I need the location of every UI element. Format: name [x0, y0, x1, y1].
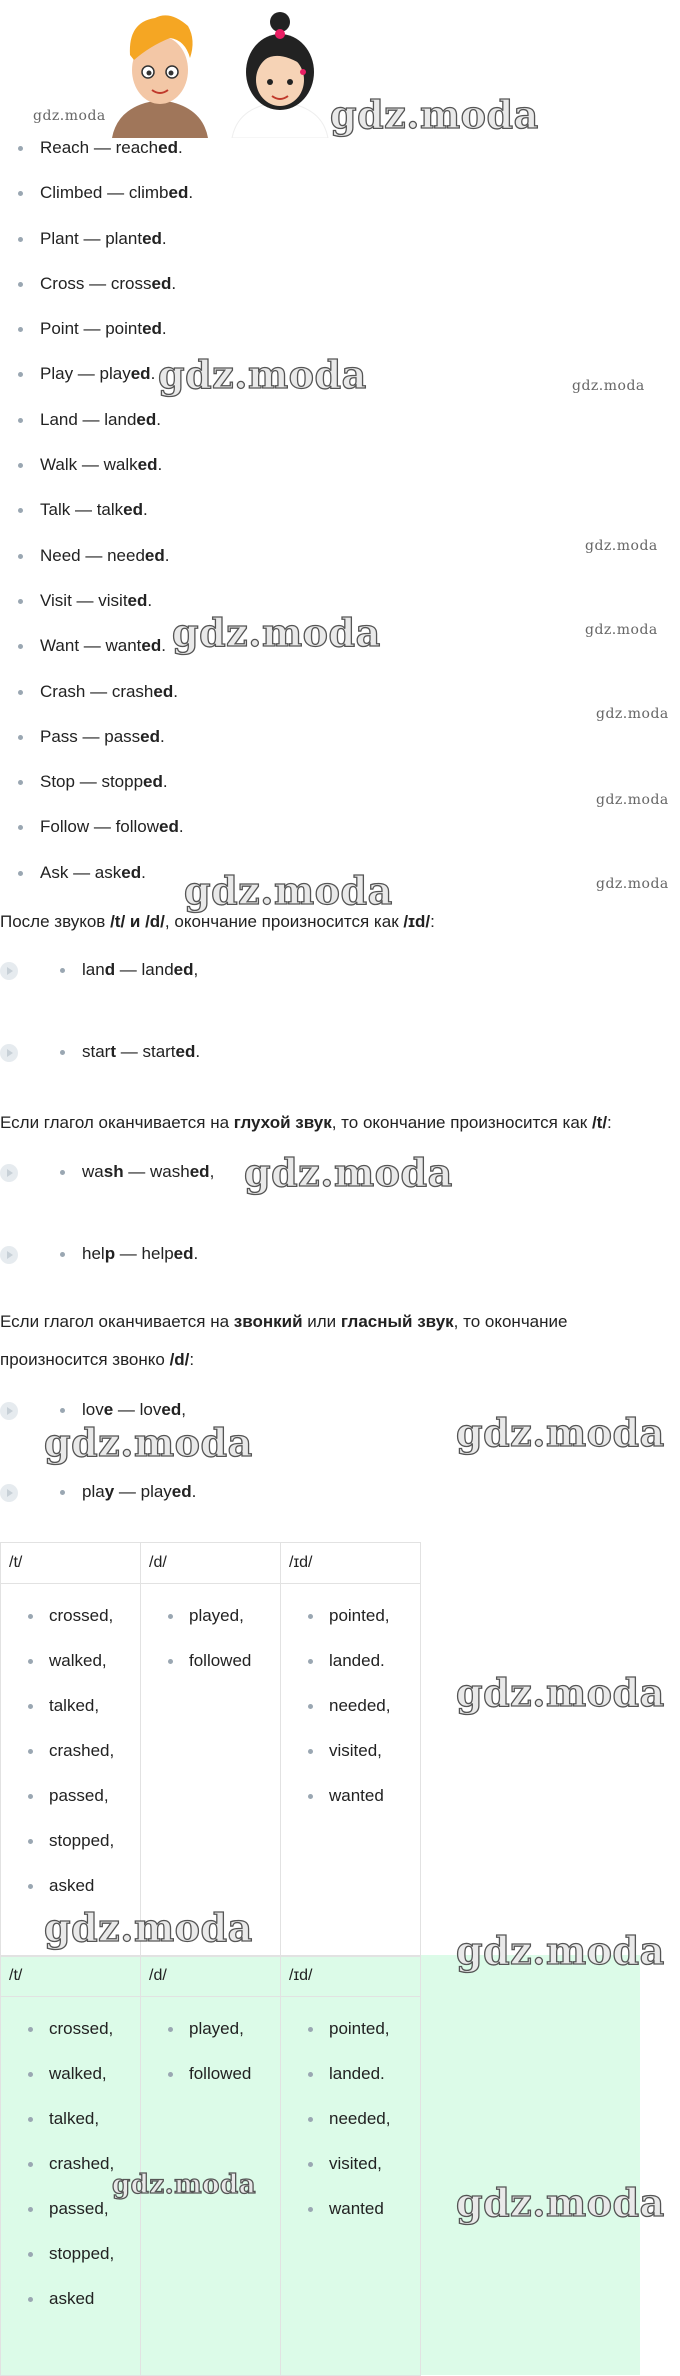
watermark: gdz.moda [585, 622, 658, 638]
verb-item: Stop — stopped. [12, 772, 193, 817]
watermark: gdz.moda [456, 2180, 665, 2225]
verb-base: Cross [40, 273, 85, 293]
play-circle-icon [0, 1164, 18, 1182]
watermark: gdz.moda [33, 108, 106, 124]
verb-base: Plant [40, 228, 79, 248]
table-word: landed. [281, 2064, 420, 2109]
verb-ending: ed [140, 726, 161, 746]
table-cell-id [281, 1584, 421, 1957]
table-word: walked, [1, 2064, 140, 2109]
verb-past-stem: climb [128, 183, 169, 203]
example-last-sound: sh [103, 1162, 124, 1181]
example-last-sound: y [104, 1482, 115, 1501]
verb-suffix: . [160, 726, 165, 746]
watermark: gdz.moda [244, 1150, 453, 1195]
header-illustration [100, 0, 340, 138]
table-word: played, [141, 2019, 280, 2064]
verb-base: Stop [40, 772, 75, 792]
watermark: gdz.moda [184, 868, 393, 913]
verb-past-stem: land [104, 409, 137, 429]
verb-ending: ed [123, 500, 143, 520]
table-word: talked, [1, 1696, 140, 1741]
table-word: crashed, [1, 2154, 140, 2199]
table-word: visited, [281, 2154, 420, 2199]
verb-ending: ed [141, 636, 162, 656]
example-stem: lan [82, 960, 105, 979]
verb-ending: ed [151, 273, 172, 293]
example-ending: ed [175, 1042, 196, 1061]
table-word: crashed, [1, 1741, 140, 1786]
watermark: gdz.moda [596, 876, 669, 892]
verb-base: Pass [40, 726, 78, 746]
table-word: crossed, [1, 1606, 140, 1651]
table-word: walked, [1, 1651, 140, 1696]
table-word: followed [141, 1651, 280, 1696]
example-sep: — [116, 1042, 143, 1061]
example-last-sound: d [104, 960, 116, 979]
rule-d-paragraph: Если глагол оканчивается на звонкий или гласный звук, то окончание произносится звонко /d/: [0, 1312, 568, 1369]
table-header-cell: /ɪd/ [281, 1956, 421, 1997]
watermark: gdz.moda [112, 2170, 257, 2200]
endings-table-highlighted [0, 1955, 421, 2376]
rule-t-paragraph: Если глагол оканчивается на глухой звук, то окончание произносится как /t/: [0, 1113, 612, 1132]
example-sep: — [114, 1482, 141, 1501]
verb-ending: ed [142, 228, 162, 248]
verb-item: Want — wanted. [12, 636, 193, 681]
watermark: gdz.moda [158, 352, 367, 397]
example-past-stem: lov [139, 1400, 162, 1419]
table-word: talked, [1, 2109, 140, 2154]
table-header-cell: /d/ [141, 1956, 281, 1997]
verb-item: Visit — visited. [12, 591, 193, 636]
watermark: gdz.moda [596, 706, 669, 722]
verb-suffix: . [178, 817, 184, 837]
verb-suffix: . [157, 455, 163, 475]
verb-suffix: . [161, 636, 166, 656]
example-sep: — [113, 1400, 140, 1419]
table-word: wanted [281, 2199, 420, 2244]
bullet-icon [60, 1252, 65, 1257]
rule-id-paragraph: После звуков /t/ и /d/, окончание произносится как /ɪd/: [0, 912, 435, 931]
watermark: gdz.moda [44, 1905, 253, 1950]
table-cell-t [1, 1584, 141, 1957]
example-last-sound: p [104, 1244, 116, 1263]
table-word: stopped, [1, 2244, 140, 2289]
table-header-row [1, 1543, 421, 1584]
verb-suffix: . [150, 364, 156, 384]
play-circle-icon [0, 1246, 18, 1264]
verb-ending: ed [137, 455, 158, 475]
table-word: pointed, [281, 1606, 420, 1651]
endings-list-id [281, 1584, 420, 1831]
verb-past-stem: plant [105, 228, 143, 248]
table-word: passed, [1, 1786, 140, 1831]
table-word: asked [1, 1876, 140, 1921]
verb-past-stem: ask [94, 862, 122, 882]
example-text [82, 1480, 196, 1504]
verb-suffix: . [141, 862, 146, 882]
verb-past-stem: follow [115, 817, 160, 837]
verb-past-stem: cross [110, 273, 152, 293]
example-suffix: , [193, 960, 199, 979]
verb-item: Pass — passed. [12, 727, 193, 772]
watermark: gdz.moda [572, 378, 645, 394]
verb-past-stem: play [99, 364, 131, 384]
table-word: played, [141, 1606, 280, 1651]
verb-item: Crash — crashed. [12, 682, 193, 727]
table-header-cell: /t/ [1, 1956, 141, 1997]
example-sep: — [123, 1162, 151, 1181]
verb-item: Cross — crossed. [12, 274, 193, 319]
endings-list-t [1, 1997, 140, 2334]
table-header-cell: /ɪd/ [281, 1543, 421, 1584]
verb-ending: ed [159, 817, 179, 837]
bullet-icon [60, 1170, 65, 1175]
watermark: gdz.moda [456, 1928, 665, 1973]
verb-item: Point — pointed. [12, 319, 193, 364]
watermark: gdz.moda [585, 538, 658, 554]
example-ending: ed [173, 1244, 194, 1263]
verb-ending: ed [158, 138, 178, 157]
example-past-stem: help [141, 1244, 174, 1263]
example-last-sound: e [103, 1400, 114, 1419]
watermark: gdz.moda [330, 92, 539, 137]
verb-suffix: . [156, 409, 161, 429]
verb-suffix: . [188, 183, 194, 203]
endings-list-d [141, 1584, 280, 1696]
verb-ending: ed [153, 681, 174, 701]
verb-base: Land [40, 409, 78, 429]
watermark: gdz.moda [44, 1420, 253, 1465]
verb-ending: ed [142, 319, 162, 339]
bullet-icon [60, 1050, 65, 1055]
verb-suffix: . [143, 500, 148, 520]
verb-suffix: . [161, 319, 167, 339]
example-stem: star [82, 1042, 111, 1061]
example-stem: pla [82, 1482, 105, 1501]
verb-ending: ed [136, 409, 157, 429]
example-suffix: . [193, 1244, 199, 1263]
example-ending: ed [189, 1162, 210, 1181]
verb-item: Land — landed. [12, 410, 193, 455]
table-word: stopped, [1, 1831, 140, 1876]
example-text [82, 1398, 186, 1422]
verb-item: Play — played. [12, 364, 193, 409]
verb-item: Follow — followed. [12, 817, 193, 862]
verb-past-stem: need [107, 545, 145, 565]
verb-item: Reach — reached. [12, 138, 193, 183]
example-ending: ed [161, 1400, 182, 1419]
verb-suffix: . [164, 545, 170, 565]
verb-base: Walk [40, 455, 78, 475]
example-suffix: . [195, 1042, 201, 1061]
verb-ending: ed [144, 545, 165, 565]
verb-past-stem: talk [96, 500, 124, 520]
table-word: followed [141, 2064, 280, 2109]
watermark: gdz.moda [596, 792, 669, 808]
verb-ending: ed [127, 590, 148, 610]
example-last-sound: t [110, 1042, 117, 1061]
verb-base: Need [40, 545, 81, 565]
verb-item: Plant — planted. [12, 229, 193, 274]
verb-base: Ask [40, 862, 69, 882]
verb-ending: ed [143, 772, 163, 792]
verb-past-stem: want [105, 636, 142, 656]
table-cell-id [281, 1997, 421, 2376]
endings-table [0, 1542, 421, 1957]
example-suffix: , [209, 1162, 215, 1181]
play-circle-icon [0, 962, 18, 980]
verb-item: Walk — walked. [12, 455, 193, 500]
table-header-cell: /d/ [141, 1543, 281, 1584]
bullet-icon [60, 1490, 65, 1495]
bullet-icon [60, 968, 65, 973]
verb-item: Talk — talked. [12, 500, 193, 545]
verb-suffix: . [177, 138, 183, 157]
example-ending: ed [171, 1482, 192, 1501]
example-stem: hel [82, 1244, 105, 1263]
verb-ending: ed [121, 862, 142, 882]
verb-past-stem: point [105, 319, 143, 339]
verb-base: Play [40, 364, 74, 384]
table-header-cell: /t/ [1, 1543, 141, 1584]
verb-past-stem: crash [111, 681, 154, 701]
play-circle-icon [0, 1402, 18, 1420]
table-word: landed. [281, 1651, 420, 1696]
verb-ending: ed [130, 364, 151, 384]
table-word: visited, [281, 1741, 420, 1786]
example-stem: lov [82, 1400, 104, 1419]
table-word: passed, [1, 2199, 140, 2244]
example-stem: wa [82, 1162, 104, 1181]
table-header-row [1, 1956, 421, 1997]
verb-base: Visit [40, 590, 72, 610]
verb-item: Ask — asked. [12, 863, 193, 908]
bullet-icon [60, 1408, 65, 1413]
verb-past-stem: reach [115, 138, 159, 157]
verb-base: Talk [40, 500, 71, 520]
watermark: gdz.moda [172, 610, 381, 655]
verb-base: Reach [40, 138, 90, 157]
verb-base: Point [40, 319, 79, 339]
watermark: gdz.moda [456, 1670, 665, 1715]
verb-past-stem: visit [98, 590, 128, 610]
example-suffix: . [191, 1482, 197, 1501]
table-word: asked [1, 2289, 140, 2334]
example-text [82, 1242, 198, 1266]
verb-suffix: . [147, 590, 153, 610]
verb-suffix: . [162, 772, 168, 792]
example-past-stem: start [142, 1042, 176, 1061]
verb-past-stem: pass [104, 726, 141, 746]
example-suffix: , [181, 1400, 186, 1419]
example-text [82, 958, 198, 982]
verb-past-stem: walk [103, 455, 138, 475]
verb-base: Follow [40, 817, 90, 837]
example-ending: ed [173, 960, 194, 979]
verb-item: Climbed — climbed. [12, 183, 193, 228]
verb-base: Crash [40, 681, 86, 701]
table-word: wanted [281, 1786, 420, 1831]
verb-base: Climbed [40, 183, 103, 203]
example-sep: — [115, 960, 142, 979]
example-past-stem: play [140, 1482, 172, 1501]
table-word: pointed, [281, 2019, 420, 2064]
verbs-list [12, 138, 193, 908]
verb-suffix: . [173, 681, 178, 701]
verb-ending: ed [168, 183, 189, 203]
cartoon-characters-icon [100, 0, 340, 138]
watermark: gdz.moda [456, 1410, 665, 1455]
verb-base: Want [40, 636, 80, 656]
example-past-stem: land [141, 960, 174, 979]
table-cell-d [141, 1584, 281, 1957]
endings-list-t [1, 1584, 140, 1921]
verb-suffix: . [171, 273, 177, 293]
verb-past-stem: stopp [101, 772, 144, 792]
table-word: needed, [281, 1696, 420, 1741]
table-word: crossed, [1, 2019, 140, 2064]
endings-list-d [141, 1997, 280, 2109]
endings-list-id [281, 1997, 420, 2244]
play-circle-icon [0, 1484, 18, 1502]
play-circle-icon [0, 1044, 18, 1062]
example-text [82, 1160, 214, 1184]
example-text [82, 1040, 200, 1064]
verb-item: Need — needed. [12, 546, 193, 591]
example-sep: — [115, 1244, 142, 1263]
example-past-stem: wash [150, 1162, 190, 1181]
table-body-row [1, 1584, 421, 1957]
table-word: needed, [281, 2109, 420, 2154]
verb-suffix: . [161, 228, 167, 248]
